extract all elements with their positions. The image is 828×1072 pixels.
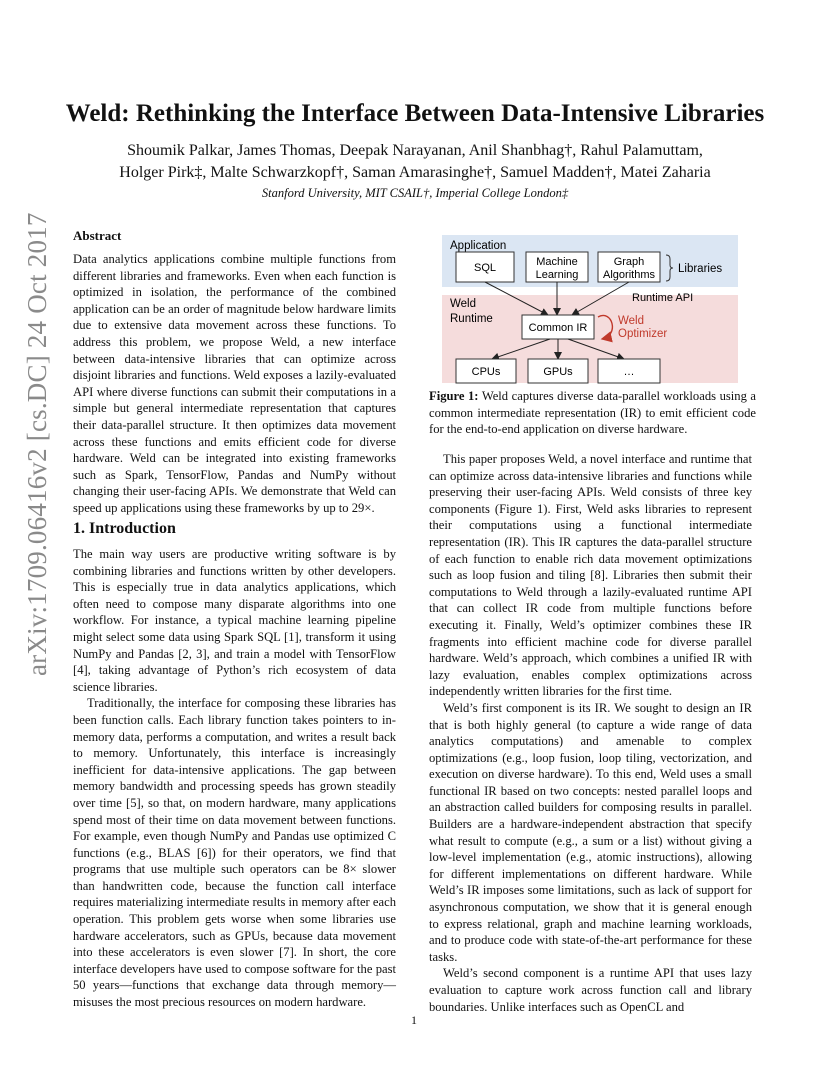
author-list bbox=[60, 140, 770, 184]
right-paragraph-1: This paper proposes Weld, a novel interface and runtime that can optimize across data-intensive libraries and functions while preserving their user-facing APIs. Weld consists of three key components (Figure 1). First, Weld asks libraries to represent their computations using a functional intermediate representation (IR). This IR captures the data-parallel structure of each function to enable rich data movement optimizations such as loop fusion and tiling [8]. Libraries then submit their computations to Weld through a lazily-evaluated runtime API that can collect IR code from multiple functions before executing it. Finally, Weld’s optimizer combines these IR fragments into efficient machine code for diverse parallel hardware. Weld’s approach, which combines a unified IR with lazy evaluation, enables complex optimizations across independently written libraries for the first time. bbox=[429, 452, 752, 699]
runtime-api-label: Runtime API bbox=[632, 292, 694, 304]
abstract-text: Data analytics applications combine multiple functions from different libraries and frameworks. Even when each function is optimized in isolation, the performance of the combined application can be an order of magnitude below hardware limits due to extensive data movement across these functions. To address this problem, we propose Weld, a new interface between data-intensive libraries that can optimize across disjoint libraries and functions. Weld exposes a lazily-evaluated API where diverse functions can submit their computations in a simple but general intermediate representation that captures their data-parallel structure. It then optimizes data movement across these functions and emits efficient code for diverse hardware. Weld can be integrated into existing frameworks such as Spark, TensorFlow, Pandas and NumPy without changing their user-facing APIs. We demonstrate that Weld can speed up applications using these frameworks by up to 29×. bbox=[73, 252, 396, 515]
right-paragraph-3: Weld’s second component is a runtime API that uses lazy evaluation to capture work across function call and library boundaries. Unlike interfaces such as OpenCL and bbox=[429, 966, 752, 1014]
right-paragraph-2: Weld’s first component is its IR. We sought to design an IR that is both highly general (to capture a wide range of data analytics computations) and amenable to complex optimizations (e.g., loop fusion, loop tiling, vectorization, and execution on diverse hardware). To this end, Weld uses a small functional IR based on two concepts: nested parallel loops and an abstraction called builders for composing results in parallel. Builders are a hardware-independent abstraction that specify what result to compute (e.g., a sum or a list) without giving a low-level implementation (e.g., atomic instructions), allowing for different implementations on different hardware. While Weld’s IR imposes some limitations, such as lack of support for asynchronous computation, we show that it is general enough to express relational, graph and machine learning workloads, and to produce code with state-of-the-art performance for these tasks. bbox=[429, 700, 752, 964]
arxiv-identifier: arXiv:1709.06416v2 [cs.DC] 24 Oct 2017 bbox=[22, 212, 52, 676]
introduction-body bbox=[73, 546, 396, 1011]
intro-paragraph-1: The main way users are productive writing software is by combining libraries and functions written by other developers. This is especially true in data analytics applications, which often need to compose many disparate algorithms into one workflow. For instance, a typical machine learning pipeline might select some data using Spark SQL [1], transform it using NumPy and Pandas [2, 3], and train a model with TensorFlow [4], taking advantage of Python’s rich ecosystem of data science libraries. bbox=[73, 547, 396, 694]
weld-runtime-label-2: Runtime bbox=[450, 313, 493, 325]
graph-label-2: Algorithms bbox=[603, 269, 655, 281]
right-column-body bbox=[429, 451, 752, 1015]
paper-title: Weld: Rethinking the Interface Between Data-Intensive Libraries bbox=[65, 100, 765, 127]
page-number: 1 bbox=[411, 1013, 417, 1027]
authors-line-2: Holger Pirk‡, Malte Schwarzkopf†, Saman Amarasinghe†, Samuel Madden†, Matei Zaharia bbox=[119, 164, 711, 181]
intro-paragraph-2: Traditionally, the interface for composing these libraries has been function calls. Each library function takes pointers to in-memory data, performs a computation, and writes a result back to memory. Unfortunately, this interface is increasingly inefficient for data-intensive applications. The gap between memory bandwidth and processing speeds has grown steadily over time [5], so that, on modern hardware, many applications spend most of their time on data movement between functions. For example, even though NumPy and Pandas use optimized C functions (e.g., BLAS [6]) for their operators, we find that programs that use multiple such operators can be 8× slower than handwritten code, because the function call interface requires materializing intermediate results in memory after each operation. This problem gets worse when some libraries use hardware accelerators, such as GPUs, because data movement into these accelerators is even slower [7]. In short, the core interface developers have used to compose software for the past 50 years—functions that exchange data through memory—misuses the most precious resources on modern hardware. bbox=[73, 696, 396, 1010]
figure-1-caption bbox=[429, 388, 756, 438]
other-hardware-label: … bbox=[623, 366, 635, 378]
section-heading-introduction: 1. Introduction bbox=[73, 520, 176, 537]
cpus-label: CPUs bbox=[471, 366, 501, 378]
optimizer-label-1: Weld bbox=[618, 315, 644, 327]
authors-line-1: Shoumik Palkar, James Thomas, Deepak Narayanan, Anil Shanbhag†, Rahul Palamuttam, bbox=[127, 142, 703, 159]
weld-runtime-label-1: Weld bbox=[450, 298, 476, 310]
caption-text: Weld captures diverse data-parallel workloads using a common intermediate representation (IR) to emit efficient code for the end-to-end application on diverse hardware. bbox=[429, 389, 757, 437]
gpus-label: GPUs bbox=[543, 366, 573, 378]
ml-label-2: Learning bbox=[535, 269, 579, 281]
figure-1-diagram bbox=[442, 235, 742, 385]
abstract-body bbox=[73, 251, 396, 517]
caption-label: Figure 1: bbox=[429, 389, 479, 403]
abstract-heading: Abstract bbox=[73, 228, 122, 243]
graph-label-1: Graph bbox=[613, 256, 645, 268]
sql-label: SQL bbox=[473, 262, 497, 274]
common-ir-label: Common IR bbox=[528, 322, 588, 334]
optimizer-label-2: Optimizer bbox=[618, 328, 668, 340]
libraries-label: Libraries bbox=[678, 263, 723, 275]
affiliation: Stanford University, MIT CSAIL†, Imperial College London‡ bbox=[261, 186, 569, 200]
application-label: Application bbox=[450, 240, 507, 252]
ml-label-1: Machine bbox=[536, 256, 578, 268]
